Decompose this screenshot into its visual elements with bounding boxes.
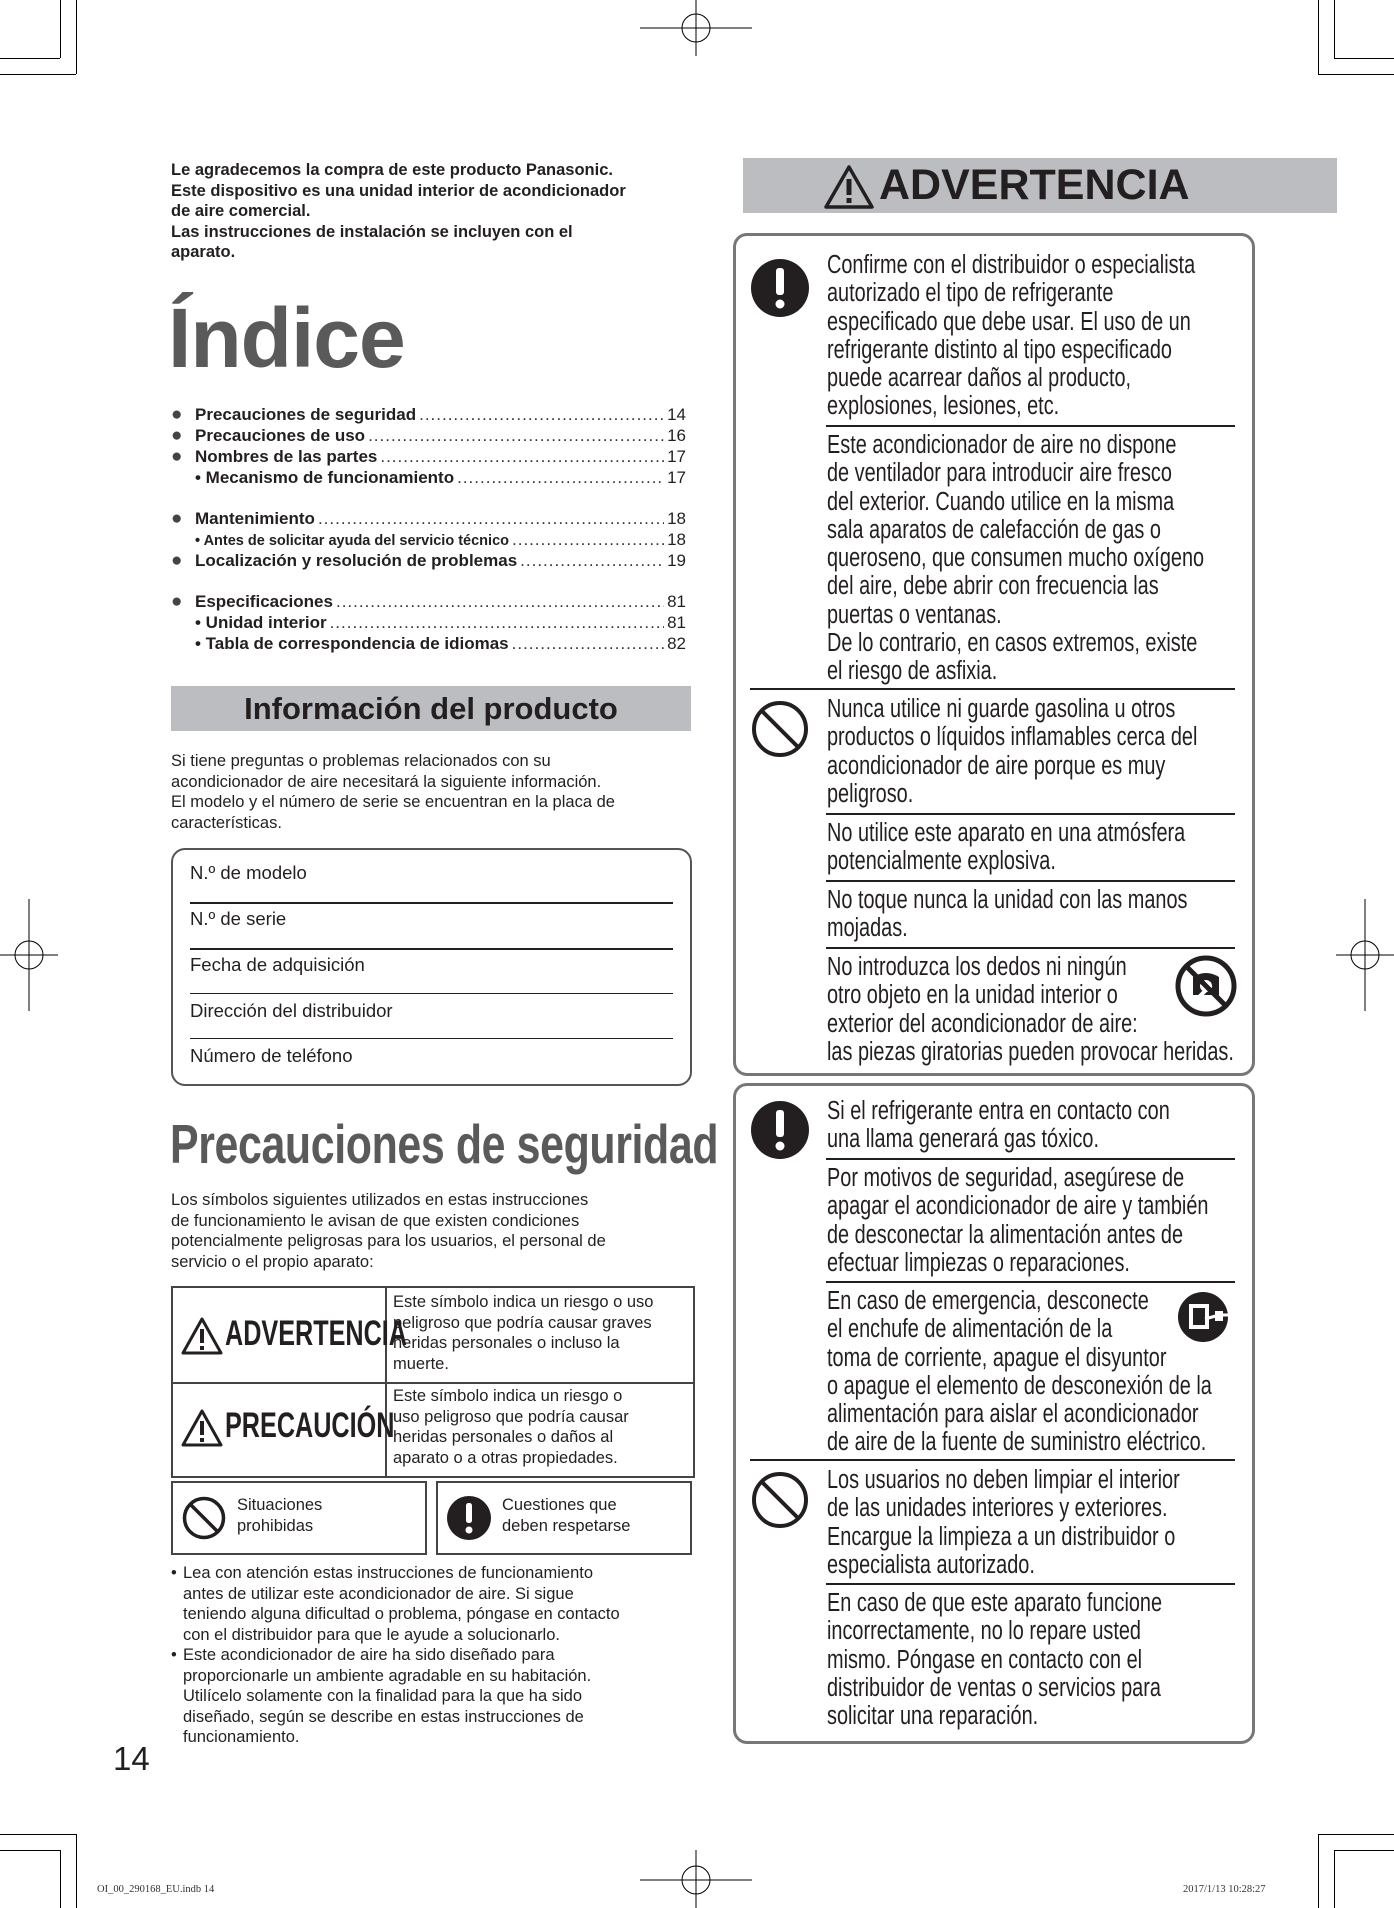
para-line: En caso de que este aparato funcione	[827, 1589, 1163, 1617]
warning-para-cleaning	[827, 1466, 1239, 1579]
label-line: Situaciones	[237, 1496, 323, 1514]
para-line: exterior del acondicionador de aire:	[827, 1009, 1138, 1038]
note-line: diseñado, según se describe en estas instrucciones de	[183, 1707, 584, 1726]
warning-divider	[750, 1459, 1235, 1461]
desc-line: Este símbolo indica un riesgo o uso	[393, 1293, 654, 1311]
para-line: del aire, debe abrir con frecuencia las	[827, 572, 1159, 601]
para-line: alimentación para aislar el acondicionador	[827, 1400, 1199, 1429]
product-info-line: características.	[171, 813, 282, 832]
warning-header-title: ADVERTENCIA	[879, 161, 1190, 209]
mandatory-label	[502, 1495, 630, 1536]
intro-line: Las instrucciones de instalación se incluyen con el	[171, 222, 573, 241]
label-line: prohibidas	[237, 1516, 314, 1535]
toc-entry-page: 17	[667, 468, 686, 487]
toc-entry[interactable]	[171, 467, 686, 488]
warning-divider	[826, 813, 1235, 815]
para-line: incorrectamente, no lo repare usted	[827, 1617, 1141, 1646]
para-line: apagar el acondicionador de aire y también	[827, 1192, 1209, 1221]
warning-para-power-off	[827, 1164, 1239, 1277]
warning-divider	[826, 880, 1235, 882]
para-line: Confirme con el distribuidor o especialista	[827, 251, 1196, 279]
toc-leader-dots	[318, 508, 664, 529]
note-line: • Lea con atención estas instrucciones de funcionamiento	[183, 1564, 594, 1582]
note-line: con el distribuidor para que le ayude a solucionarlo.	[183, 1625, 560, 1644]
note-line: proporcionarle un ambiente agradable en su habitación.	[183, 1666, 592, 1685]
toc-entry[interactable]	[171, 446, 686, 467]
warning-para-ventilation	[827, 431, 1239, 686]
intro-line: aparato.	[171, 243, 236, 261]
bullet-icon: ●	[171, 508, 183, 529]
field-serial-number[interactable]: N.º de serie	[190, 908, 287, 929]
para-line: especialista autorizado.	[827, 1550, 1035, 1579]
para-line: puede acarrear daños al producto,	[827, 364, 1132, 393]
para-line: refrigerante distinto al tipo especificado	[827, 335, 1172, 364]
para-line: solicitar una reparación.	[827, 1702, 1039, 1731]
warning-para-refrigerant-type	[827, 251, 1239, 421]
toc-leader-dots	[336, 591, 664, 612]
toc-entry[interactable]	[171, 508, 686, 529]
intro-text	[171, 160, 711, 263]
safety-intro-text	[171, 1190, 701, 1272]
warning-divider	[826, 947, 1235, 949]
toc-entry-page: 18	[667, 509, 686, 528]
warning-header-bar	[743, 158, 1337, 213]
desc-line: muerte.	[393, 1354, 449, 1373]
para-line: efectuar limpiezas o reparaciones.	[827, 1248, 1130, 1277]
safety-note	[171, 1563, 701, 1645]
toc-entry-page: 19	[667, 551, 686, 570]
toc-entry-page: 81	[667, 592, 686, 611]
toc-entry-label: • Mecanismo de funcionamiento	[195, 468, 455, 487]
field-divider	[190, 902, 673, 904]
legend-row-caution	[173, 1384, 693, 1476]
product-info-line: acondicionador de aire necesitará la siguiente información.	[171, 772, 602, 791]
safety-note	[171, 1645, 701, 1748]
safety-intro-line: de funcionamiento le avisan de que existen condiciones	[171, 1211, 580, 1230]
para-line: De lo contrario, en casos extremos, existe	[827, 629, 1198, 658]
para-line: En caso de emergencia, desconecte	[827, 1287, 1149, 1315]
para-line: mojadas.	[827, 914, 908, 943]
toc-spacer	[171, 571, 686, 591]
intro-line: de aire comercial.	[171, 202, 311, 220]
registration-mark-left	[0, 895, 60, 1015]
toc-entry-label: • Antes de solicitar ayuda del servicio técnico	[195, 533, 509, 549]
bullet-icon: ●	[171, 425, 183, 446]
note-line: teniendo alguna dificultad o problema, póngase en contacto	[183, 1605, 620, 1623]
toc-entry[interactable]	[171, 425, 686, 446]
legend-row-warning	[173, 1288, 693, 1384]
desc-line: heridas personales o daños al	[393, 1428, 614, 1446]
toc-spacer	[171, 488, 686, 508]
para-line: Por motivos de seguridad, asegúrese de	[827, 1164, 1185, 1192]
para-line: el enchufe de alimentación de la	[827, 1315, 1113, 1344]
field-dealer-address[interactable]: Dirección del distribuidor	[190, 1000, 393, 1021]
bullet-icon: ●	[171, 591, 183, 612]
field-purchase-date[interactable]: Fecha de adquisición	[190, 954, 365, 975]
safety-notes	[171, 1563, 701, 1748]
para-line: del exterior. Cuando utilice en la misma	[827, 487, 1175, 516]
para-line: mismo. Póngase en contacto con el	[827, 1645, 1143, 1674]
para-line: sala aparatos de calefacción de gas o	[827, 515, 1161, 544]
toc-entry[interactable]	[171, 529, 686, 550]
para-line: No toque nunca la unidad con las manos	[827, 886, 1188, 914]
symbol-legend-table	[171, 1286, 695, 1478]
warning-divider	[826, 425, 1235, 427]
mandatory-icon	[750, 258, 810, 318]
toc-leader-dots	[330, 612, 665, 633]
warning-triangle-icon	[823, 164, 875, 210]
prohibited-icon	[750, 1470, 810, 1530]
toc-entry-page: 81	[667, 613, 686, 632]
toc-entry-page: 17	[667, 447, 686, 466]
warning-description	[393, 1292, 689, 1374]
para-line: No utilice este aparato en una atmósfera	[827, 819, 1186, 847]
product-info-line: Si tiene preguntas o problemas relacionados con su	[171, 752, 551, 770]
para-line: de aire de la fuente de suministro eléctrico.	[827, 1428, 1207, 1457]
toc-entry[interactable]	[171, 550, 686, 571]
warning-triangle-icon	[180, 1316, 224, 1356]
para-line: Nunca utilice ni guarde gasolina u otros	[827, 695, 1176, 723]
registration-mark-top	[636, 0, 756, 60]
toc-entry-page: 82	[667, 634, 686, 653]
legend-prohibited	[171, 1481, 427, 1555]
para-line: acondicionador de aire porque es muy	[827, 751, 1166, 780]
bullet-icon: ●	[171, 446, 183, 467]
registration-mark-bottom	[636, 1848, 756, 1908]
safety-intro-line: Los símbolos siguientes utilizados en estas instrucciones	[171, 1191, 589, 1209]
index-title: Índice	[168, 291, 405, 385]
toc-entry[interactable]	[171, 591, 686, 612]
desc-line: peligroso que podría causar graves	[393, 1313, 652, 1332]
note-line: funcionamiento.	[183, 1728, 300, 1746]
desc-line: uso peligroso que podría causar	[393, 1407, 629, 1426]
table-of-contents	[171, 404, 686, 654]
field-phone-number[interactable]: Número de teléfono	[190, 1045, 353, 1066]
page-number: 14	[113, 1740, 150, 1777]
para-line: el riesgo de asfixia.	[827, 657, 998, 686]
warning-divider	[826, 1281, 1235, 1283]
note-line: antes de utilizar este acondicionador de aire. Si sigue	[183, 1584, 574, 1603]
product-info-line: El modelo y el número de serie se encuentran en la placa de	[171, 793, 615, 811]
field-divider	[190, 993, 673, 994]
safety-intro-line: servicio o el propio aparato:	[171, 1252, 374, 1271]
field-divider	[190, 1038, 673, 1039]
footer-file-info: OI_00_290168_EU.indb 14	[97, 1884, 215, 1895]
para-line: potencialmente explosiva.	[827, 847, 1056, 876]
bullet-icon: ●	[171, 550, 183, 571]
safety-intro-line: potencialmente peligrosas para los usuarios, el personal de	[171, 1232, 606, 1250]
para-line: explosiones, lesiones, etc.	[827, 392, 1060, 421]
para-line: peligroso.	[827, 779, 914, 808]
para-line: puertas o ventanas.	[827, 600, 1002, 629]
product-info-form	[171, 848, 692, 1086]
toc-leader-dots	[368, 425, 664, 446]
toc-entry-label: Precauciones de seguridad	[195, 405, 417, 424]
toc-entry-page: 16	[667, 426, 686, 445]
warning-para-toxic-gas	[827, 1097, 1239, 1154]
para-line: autorizado el tipo de refrigerante	[827, 279, 1114, 308]
warning-para-emergency	[827, 1287, 1239, 1457]
toc-leader-dots	[457, 467, 664, 488]
toc-entry[interactable]	[171, 633, 686, 654]
warning-divider	[826, 1158, 1235, 1160]
toc-entry-label: Nombres de las partes	[195, 447, 378, 466]
para-line: distribuidor de ventas o servicios para	[827, 1673, 1161, 1702]
para-line: toma de corriente, apague el disyuntor	[827, 1343, 1167, 1372]
prohibited-icon	[750, 699, 810, 759]
para-line: Este acondicionador de aire no dispone	[827, 431, 1177, 459]
field-model-number[interactable]: N.º de modelo	[190, 862, 307, 883]
legend-mandatory	[436, 1481, 692, 1555]
toc-entry[interactable]	[171, 404, 686, 425]
toc-entry-page: 18	[667, 530, 686, 549]
bullet-icon: ●	[171, 404, 183, 425]
para-line: Si el refrigerante entra en contacto con	[827, 1097, 1170, 1125]
toc-entry[interactable]	[171, 612, 686, 633]
note-line: • Este acondicionador de aire ha sido diseñado para	[183, 1646, 555, 1664]
caution-triangle-icon	[180, 1408, 224, 1448]
toc-entry-label: Mantenimiento	[195, 509, 315, 528]
para-line: o apague el elemento de desconexión de la	[827, 1371, 1212, 1400]
para-line: Encargue la limpieza a un distribuidor o	[827, 1522, 1176, 1551]
prohibited-label	[237, 1495, 322, 1536]
warning-para-repair	[827, 1589, 1239, 1730]
toc-entry-page: 14	[667, 405, 686, 424]
label-line: deben respetarse	[502, 1516, 631, 1535]
toc-entry-label: Localización y resolución de problemas	[195, 551, 518, 570]
warning-divider	[750, 688, 1235, 690]
desc-line: heridas personales o incluso la	[393, 1334, 620, 1352]
para-line: otro objeto en la unidad interior o	[827, 981, 1118, 1010]
caution-description	[393, 1386, 689, 1468]
note-line: Utilícelo solamente con la finalidad para la que ha sido	[183, 1687, 582, 1705]
warning-para-rotating-parts	[827, 953, 1239, 1066]
para-line: de ventilador para introducir aire fresco	[827, 459, 1172, 488]
toc-leader-dots	[380, 446, 664, 467]
warning-para-wet-hands	[827, 886, 1239, 943]
intro-line: Este dispositivo es una unidad interior de acondicionador	[171, 181, 626, 200]
warning-para-flammables	[827, 695, 1239, 808]
warning-label: ADVERTENCIA	[225, 1314, 408, 1353]
mandatory-icon	[750, 1100, 810, 1160]
para-line: No introduzca los dedos ni ningún	[827, 953, 1127, 981]
para-line: especificado que debe usar. El uso de un	[827, 307, 1191, 336]
toc-leader-dots	[419, 404, 664, 425]
para-line: las piezas giratorias pueden provocar heridas.	[827, 1037, 1234, 1066]
registration-mark-right	[1334, 895, 1394, 1015]
field-divider	[190, 948, 673, 950]
warning-divider	[826, 1583, 1235, 1585]
para-line: Los usuarios no deben limpiar el interior	[827, 1466, 1180, 1494]
caution-label: PRECAUCIÓN	[225, 1406, 395, 1445]
safety-title: Precauciones de seguridad	[170, 1113, 719, 1175]
toc-entry-label: Especificaciones	[195, 592, 333, 611]
product-info-title: Información del producto	[171, 686, 691, 731]
toc-entry-label: • Unidad interior	[195, 613, 327, 632]
footer-timestamp: 2017/1/13 10:28:27	[1183, 1884, 1266, 1895]
product-info-text	[171, 751, 701, 833]
para-line: queroseno, que consumen mucho oxígeno	[827, 544, 1205, 573]
mandatory-icon	[446, 1495, 492, 1541]
toc-entry-label: • Tabla de correspondencia de idiomas	[195, 634, 509, 653]
prohibited-icon	[181, 1495, 227, 1541]
toc-entry-label: Precauciones de uso	[195, 426, 366, 445]
toc-leader-dots	[520, 550, 664, 571]
warning-para-explosive-atmosphere	[827, 819, 1239, 876]
para-line: de desconectar la alimentación antes de	[827, 1220, 1184, 1249]
desc-line: aparato o a otras propiedades.	[393, 1448, 618, 1467]
label-line: Cuestiones que	[502, 1496, 617, 1514]
desc-line: Este símbolo indica un riesgo o	[393, 1387, 623, 1405]
para-line: una llama generará gas tóxico.	[827, 1125, 1100, 1154]
toc-leader-dots	[512, 633, 664, 654]
para-line: productos o líquidos inflamables cerca del	[827, 723, 1198, 752]
intro-line: Le agradecemos la compra de este producto Panasonic.	[171, 161, 613, 179]
toc-leader-dots	[512, 529, 664, 550]
para-line: de las unidades interiores y exteriores.	[827, 1494, 1168, 1523]
